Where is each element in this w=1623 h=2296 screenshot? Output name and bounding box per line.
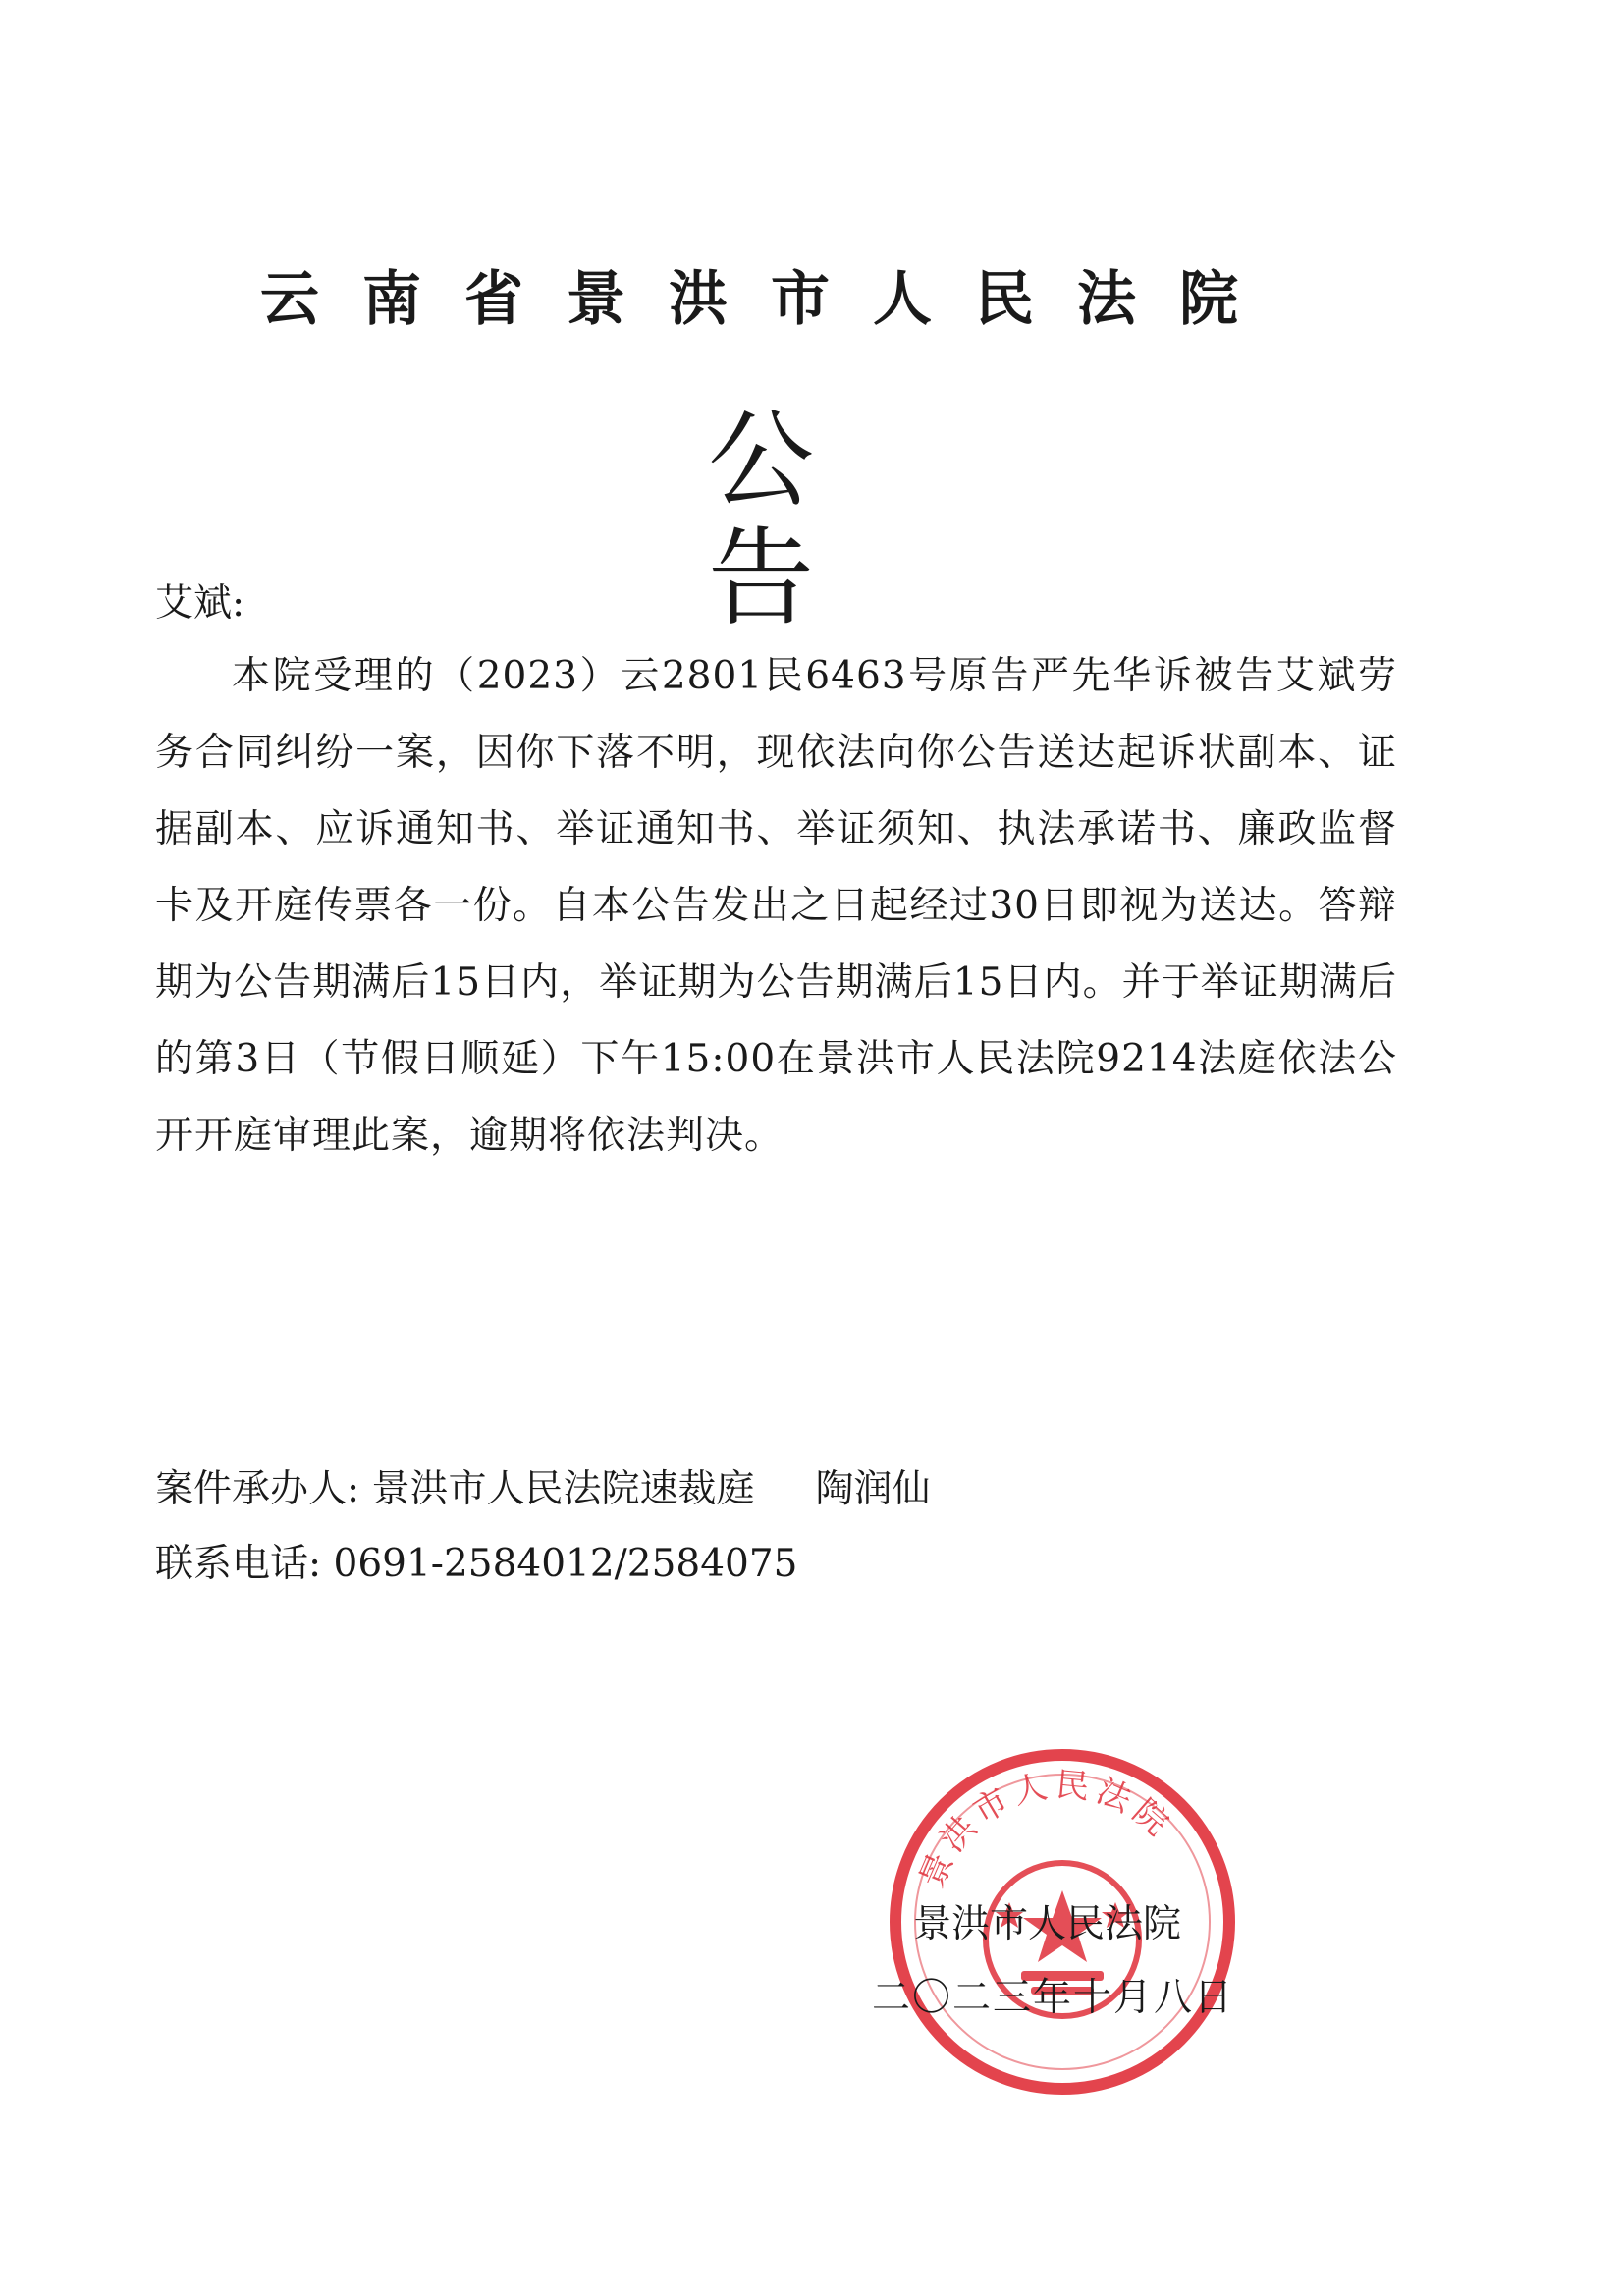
seal-ring-textpath: 景洪市人民法院 [912, 1765, 1181, 1894]
seal-ring-text [912, 1765, 1180, 1893]
case-handler: 案件承办人: 景洪市人民法院速裁庭 陶润仙 [155, 1467, 931, 1511]
addressee: 艾斌: [155, 581, 245, 626]
issuing-court-signature: 景洪市人民法院 [913, 1902, 1182, 1946]
contact-phone: 联系电话: 0691-2584012/2584075 [155, 1542, 798, 1586]
notice-body: 本院受理的（2023）云2801民6463号原告严先华诉被告艾斌劳务合同纠纷一案，因你下落不明，现依法向你公告送达起诉状副本、证据副本、应诉通知书、举证通知书、举证须知、执法承诺书、廉政监督卡及开庭传票各一份。自本公告发出之日起经过30日即视为送达。答辩期为公告期满后15日内，举证期为公告期满后15日内。并于举证期满后的第3日（节假日顺延）下午15:00在景洪市人民法院9214法庭依法公开开庭审理此案，逾期将依法判决。 [155, 654, 1397, 1158]
notice-title: 公告 [707, 400, 1030, 640]
court-name-heading: 云南省景洪市人民法院 [260, 265, 1281, 334]
issue-date: 二〇二三年十月八日 [872, 1976, 1235, 2020]
